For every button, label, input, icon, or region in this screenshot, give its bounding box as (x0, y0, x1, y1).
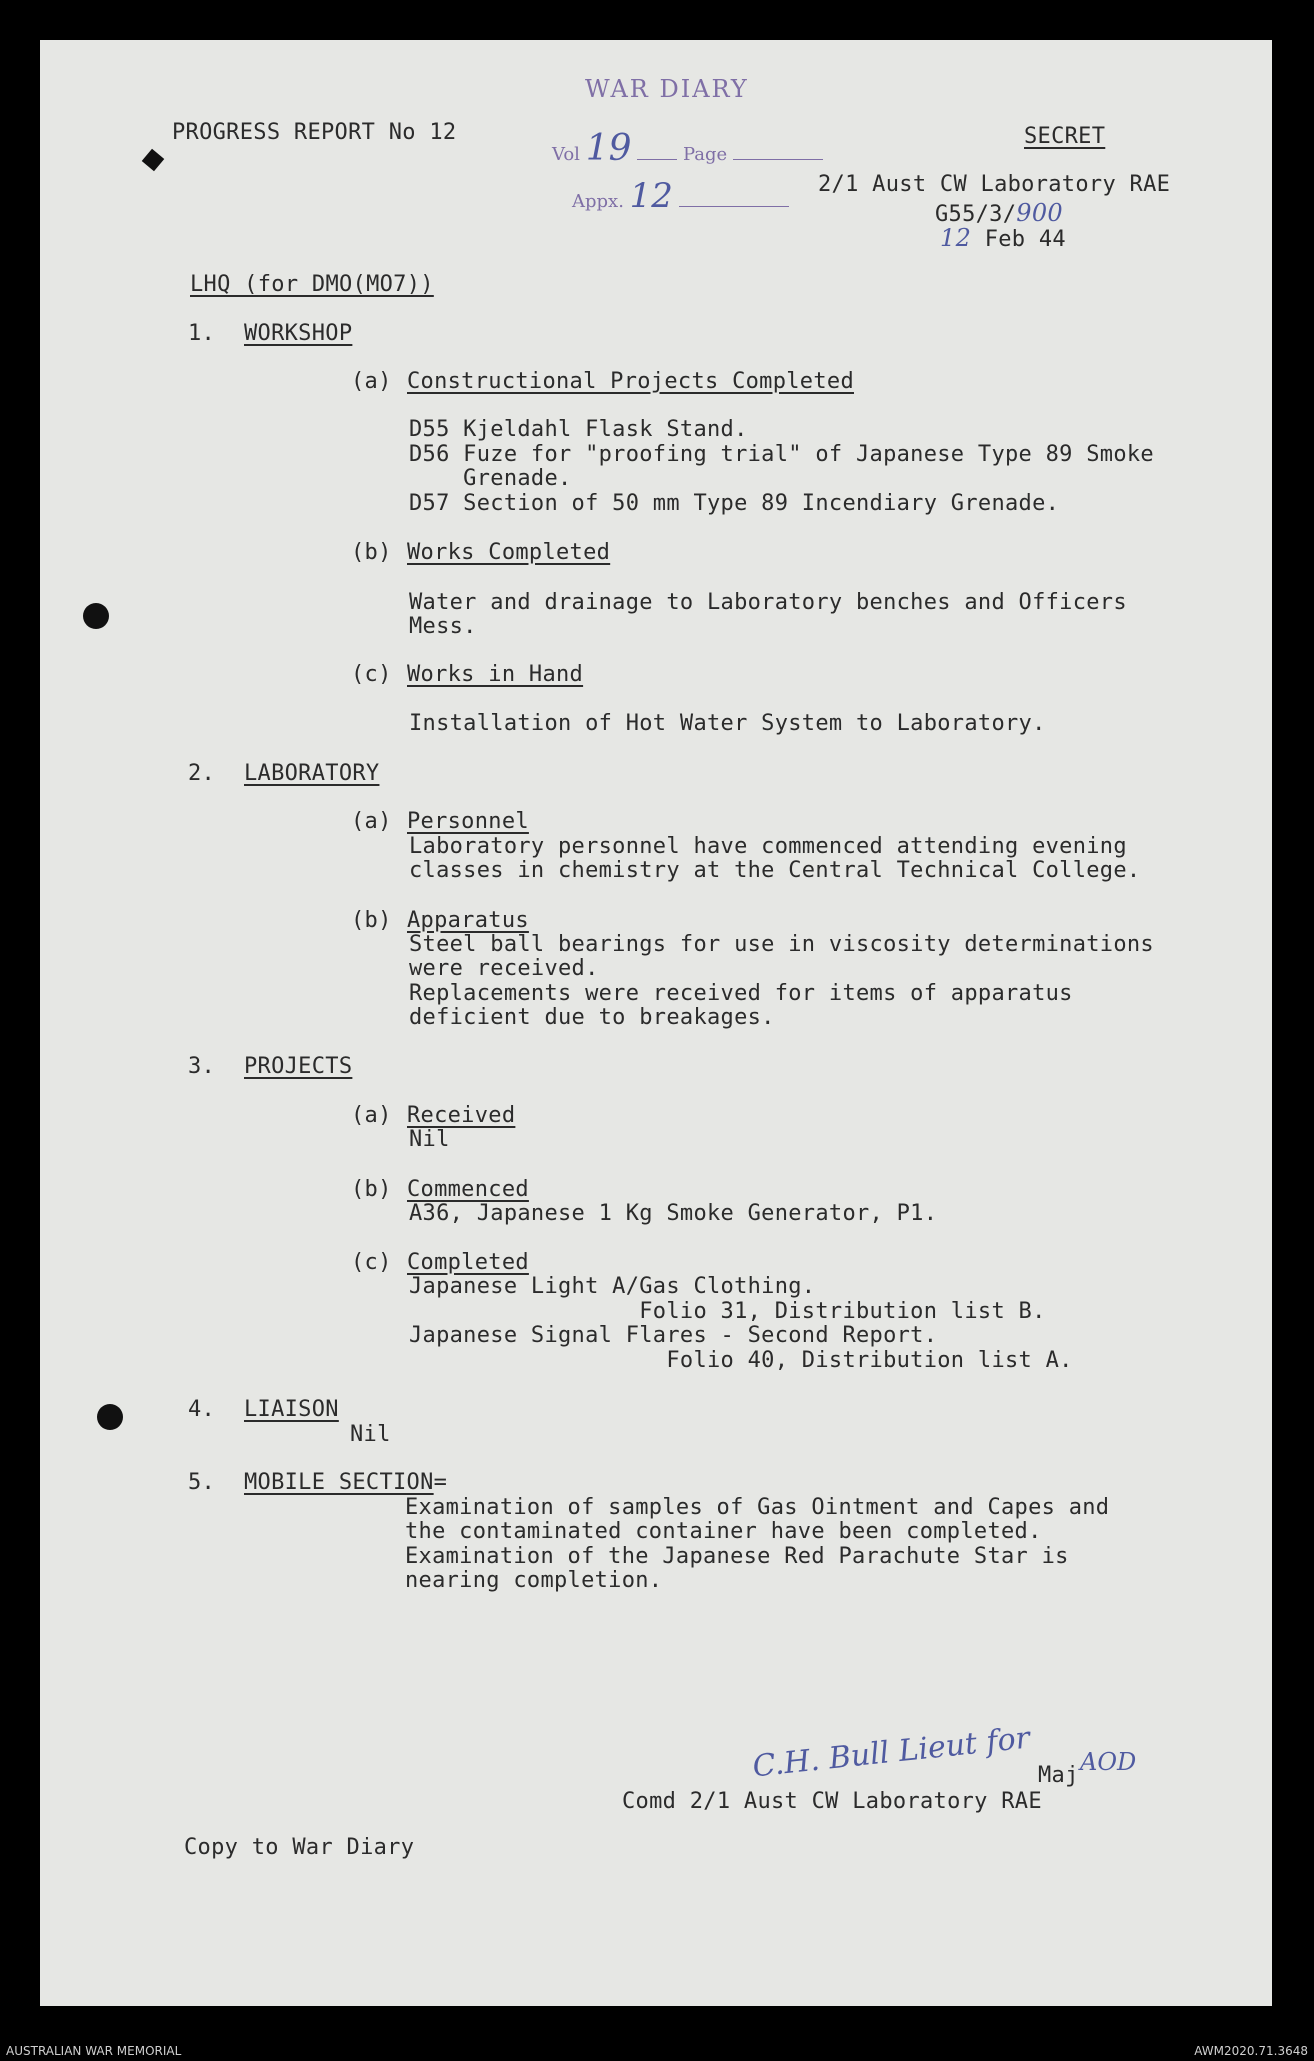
s1-b-line-1: Water and drainage to Laboratory benches and Officers (409, 590, 1127, 615)
s1-b-line-2: Mess. (409, 614, 477, 639)
s2-a-label: (a) (351, 809, 392, 834)
s3-b-title: Commenced (407, 1177, 529, 1202)
s1-b-title: Works Completed (407, 540, 611, 565)
section-3-title: PROJECTS (244, 1054, 353, 1079)
section-4-title: LIAISON (244, 1397, 339, 1422)
classification-label: SECRET (1024, 124, 1106, 149)
s3-a-title: Received (407, 1103, 516, 1128)
signature-rank: Maj (1038, 1763, 1079, 1788)
s5-line-2: the contaminated container have been completed. (405, 1519, 1042, 1544)
war-diary-stamp-title: WAR DIARY (585, 75, 749, 103)
section-5-title: MOBILE SECTION= (244, 1470, 448, 1495)
s5-line-3: Examination of the Japanese Red Parachute Star is (405, 1544, 1069, 1569)
s3-c-title: Completed (407, 1250, 529, 1275)
war-diary-stamp-vol: Vol 19 Page (552, 128, 823, 169)
s1-a-line-2: D56 Fuze for "proofing trial" of Japanese Type 89 Smoke (409, 442, 1154, 467)
s1-a-title: Constructional Projects Completed (407, 369, 854, 394)
section-4-body: Nil (350, 1422, 391, 1447)
copy-to-note: Copy to War Diary (184, 1835, 415, 1860)
archive-footer-left: AUSTRALIAN WAR MEMORIAL (6, 2044, 182, 2058)
s1-a-line-4: D57 Section of 50 mm Type 89 Incendiary Grenade. (409, 491, 1060, 516)
s2-a-title: Personnel (407, 809, 529, 834)
section-2-title: LABORATORY (244, 761, 380, 786)
s3-c-line-3: Japanese Signal Flares - Second Report. (409, 1323, 938, 1348)
s2-b-label: (b) (351, 908, 392, 933)
vol-number-handwritten: 19 (585, 128, 632, 169)
s1-a-line-3: Grenade. (409, 466, 572, 491)
date-day-handwritten: 12 (940, 224, 972, 252)
archive-footer-right: AWM2020.71.3648 (1194, 2044, 1308, 2058)
report-title: PROGRESS REPORT No 12 (172, 120, 457, 145)
s2-b-line-3: Replacements were received for items of apparatus (409, 981, 1073, 1006)
s2-b-line-1: Steel ball bearings for use in viscosity determinations (409, 932, 1154, 957)
signature-block: Comd 2/1 Aust CW Laboratory RAE (622, 1789, 1042, 1814)
s3-a-label: (a) (351, 1103, 392, 1128)
signature-rank-suffix: AOD (1080, 1748, 1137, 1776)
section-5-number: 5. (188, 1470, 216, 1495)
s5-line-1: Examination of samples of Gas Ointment and Capes and (405, 1495, 1110, 1520)
s3-c-label: (c) (351, 1250, 392, 1275)
war-diary-stamp-appx: Appx. 12 (572, 176, 789, 216)
s2-b-line-2: were received. (409, 956, 599, 981)
section-1-number: 1. (188, 321, 216, 346)
file-reference-handwritten: 900 (1016, 199, 1063, 227)
s2-b-line-4: deficient due to breakages. (409, 1005, 775, 1030)
s3-b-label: (b) (351, 1177, 392, 1202)
section-4-number: 4. (188, 1397, 216, 1422)
section-2-number: 2. (188, 761, 216, 786)
report-date: 12 Feb 44 (940, 224, 1066, 252)
s2-a-line-1: Laboratory personnel have commenced attending evening (409, 834, 1127, 859)
s2-b-title: Apparatus (407, 908, 529, 933)
s1-a-line-1: D55 Kjeldahl Flask Stand. (409, 417, 748, 442)
s1-a-label: (a) (351, 369, 392, 394)
s1-c-line-1: Installation of Hot Water System to Laboratory. (409, 711, 1046, 736)
punch-hole-1 (83, 603, 109, 629)
punch-hole-2 (97, 1404, 123, 1430)
unit-name: 2/1 Aust CW Laboratory RAE (818, 172, 1171, 197)
s3-a-line-1: Nil (409, 1127, 450, 1152)
appx-number-handwritten: 12 (629, 176, 673, 216)
s1-c-title: Works in Hand (407, 662, 584, 687)
s3-c-line-2: Folio 31, Distribution list B. (409, 1299, 1046, 1324)
s5-line-4: nearing completion. (405, 1568, 663, 1593)
s1-b-label: (b) (351, 540, 392, 565)
s3-c-line-4: Folio 40, Distribution list A. (409, 1348, 1073, 1373)
signature-handwritten: C.H. Bull Lieut for (750, 1720, 1032, 1785)
s3-c-line-1: Japanese Light A/Gas Clothing. (409, 1274, 816, 1299)
s2-a-line-2: classes in chemistry at the Central Technical College. (409, 858, 1141, 883)
addressee: LHQ (for DMO(MO7)) (190, 272, 434, 297)
s3-b-line-1: A36, Japanese 1 Kg Smoke Generator, P1. (409, 1201, 938, 1226)
s1-c-label: (c) (351, 662, 392, 687)
section-1-title: WORKSHOP (244, 321, 353, 346)
section-3-number: 3. (188, 1054, 216, 1079)
file-reference: G55/3/900 (935, 199, 1063, 227)
